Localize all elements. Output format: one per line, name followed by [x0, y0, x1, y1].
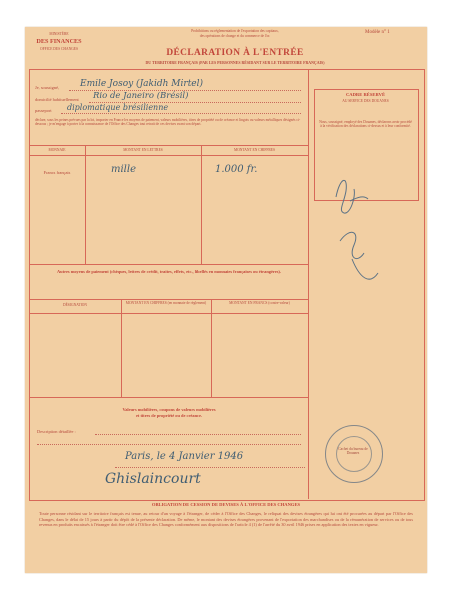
ministry-top: MINISTÈRE [49, 32, 69, 36]
reserved-title: CADRE RÉSERVÉ [345, 92, 386, 97]
name-label: Je, soussigné, [35, 85, 60, 90]
form-title: DÉCLARATION À L'ENTRÉE [166, 48, 304, 58]
customs-officer-signature [330, 167, 400, 297]
banknotes-row-words: mille [111, 164, 136, 175]
securities-title-2: et titres de propriété ou de créance. [135, 413, 203, 418]
top-notice-line-1: Prohibitions ou réglementation de l'exportation des capitaux, [191, 29, 279, 33]
other-means-header-bottom [29, 313, 308, 314]
passport-value: diplomatique brésilienne [67, 103, 169, 112]
other-means-col-divider-2 [211, 299, 212, 397]
address-label: domicilié habituellement [35, 97, 79, 102]
securities-description-label: Description détaillée : [37, 429, 76, 434]
banknotes-header-bottom [29, 155, 308, 156]
declaration-form-sheet [25, 27, 427, 573]
banknotes-col-divider-2 [201, 145, 202, 264]
reserved-text: Nous, soussigné, employé des Douanes, déclarons avoir procédé à la vérification des déclarations ci-dessus et à leur conformité. [319, 120, 412, 129]
other-means-header-designation: DÉSIGNATION [63, 303, 87, 307]
other-means-col-divider-1 [121, 299, 122, 397]
banknotes-table-bottom [29, 264, 308, 265]
form-subtitle: DU TERRITOIRE FRANÇAIS (PAR LES PERSONNES RÉSIDANT SUR LE TERRITOIRE FRANÇAIS) [145, 61, 325, 65]
declaration-text: déclare, sous les peines prévues par la loi, importer en France les moyens de paiement, valeurs mobilières, titres de propriété ou de créance et lingots ou valeurs métalliques désignés ci-dessous ; je m'engage à porter à la connaissance de l'Office des Changes tout retrait de ces devises avant son départ. [35, 118, 301, 127]
passport-label: passeport [35, 108, 52, 113]
date-line: Paris, le 4 Janvier 1946 [125, 451, 244, 462]
model-number: Modèle n° 1 [365, 30, 390, 35]
passport-line [61, 113, 301, 114]
name-value: Emile Josoy (Jakidh Mirtel) [80, 79, 204, 89]
stamp-label: Cachet du bureau de Douanes [338, 447, 368, 456]
banknotes-header-words: MONTANT EN LETTRES [123, 148, 163, 152]
address-value: Rio de Janeiro (Brésil) [93, 91, 189, 101]
reserved-subtitle: AU SERVICE DES DOUANES [342, 99, 389, 103]
banknotes-table-top [29, 145, 308, 146]
other-means-title: Autres moyens de paiement (chèques, lettres de crédit, traites, effets, etc., libellés en monnaies françaises ou étrangères). [57, 269, 281, 274]
other-means-table-bottom [29, 397, 308, 398]
other-means-header-amount: MONTANT EN CHIFFRES (en monnaie de règlement) [125, 301, 207, 305]
date-underline [115, 467, 305, 468]
ministry-office: OFFICE DES CHANGES [40, 47, 78, 51]
securities-line-2 [37, 444, 301, 445]
footer-text: Toute personne résidant sur le territoire français est tenue, au retour d'un voyage à l'étranger, de céder à l'Office des Changes, le reliquat des devises étrangères qui lui ont été procurées au départ par l'Office des Changes, dans le délai de 15 jours à partir du dépôt de la présente déclaration. De même, le montant des devises étrangères provenant de l'exportation des marchandises ou de la rémunération de services ou de tous revenus en produits encaissés à l'étranger doit être cédé à l'Office des Changes conformément aux dispositions de l'article 4 (1) de l'arrêté du 30 avril 1946 prises en application des textes en vigueur. [39, 511, 413, 527]
footer-heading: OBLIGATION DE CESSION DE DEVISES À L'OFFICE DES CHANGES [151, 502, 301, 507]
ministry-name: DES FINANCES [36, 38, 82, 45]
other-means-header-francs: MONTANT EN FRANCS (contre-valeur) [229, 301, 290, 305]
declarant-signature: Ghislaincourt [105, 471, 201, 487]
securities-line-1 [95, 434, 301, 435]
banknotes-row-figures: 1.000 fr. [215, 164, 258, 175]
reserved-column-divider [308, 69, 309, 499]
banknotes-row-currency: Francs français [43, 170, 71, 175]
banknotes-header-figures: MONTANT EN CHIFFRES [234, 148, 275, 152]
banknotes-col-divider-1 [85, 145, 86, 264]
banknotes-header-currency: MONNAIE [48, 148, 66, 152]
top-notice-line-2: des opérations de change et du commerce de l'or. [199, 34, 271, 38]
other-means-table-top [29, 299, 308, 300]
securities-title-1: Valeurs mobilières, coupons de valeurs mobilières [122, 407, 216, 412]
